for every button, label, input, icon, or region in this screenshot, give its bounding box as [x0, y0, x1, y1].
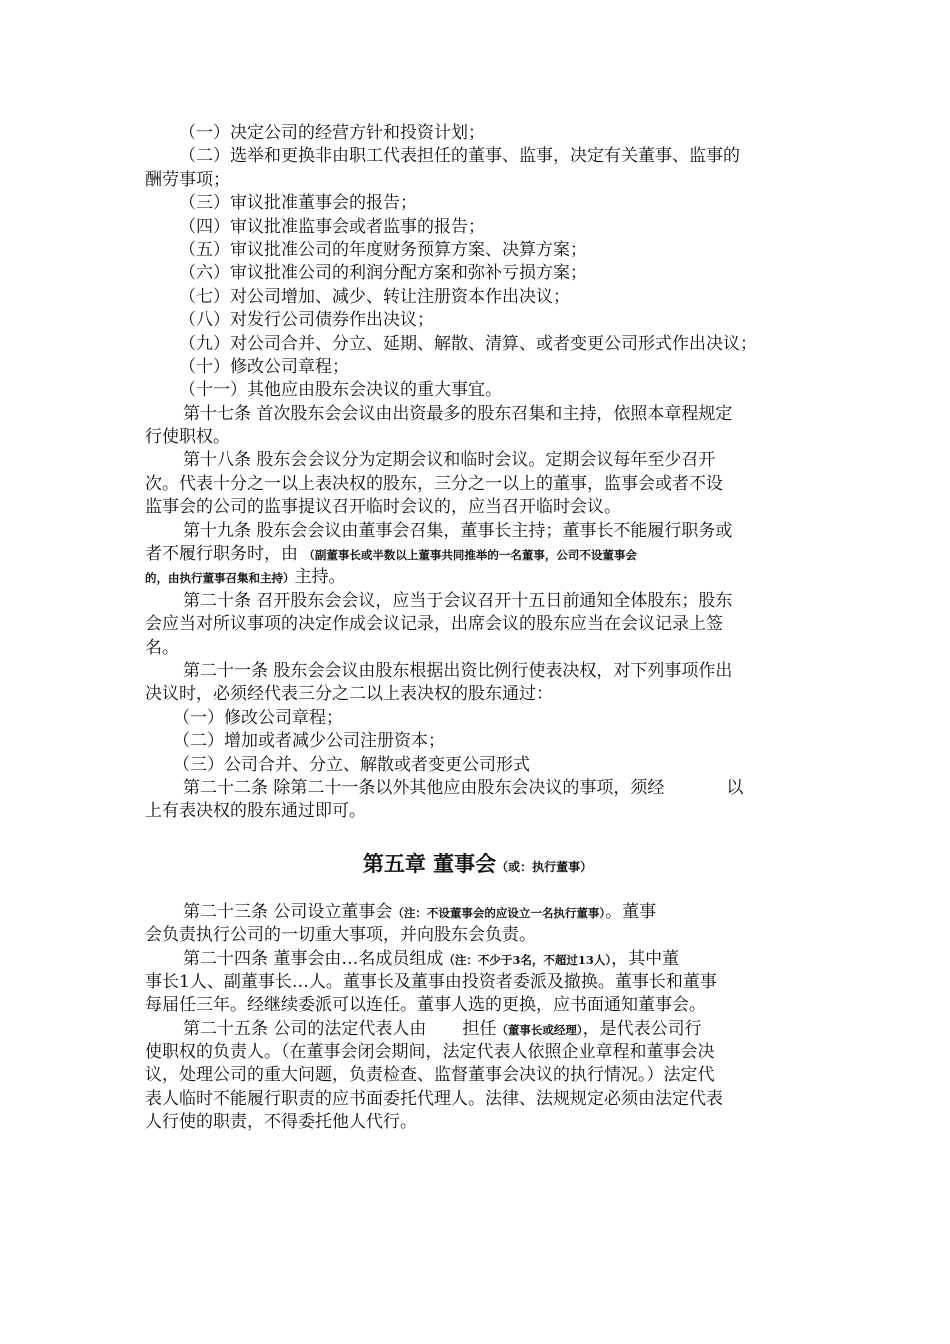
article-20-line: 会应当对所议事项的决定作成会议记录，出席会议的股东应当在会议记录上签 — [145, 614, 723, 635]
article-25-line: 人行使的职责，不得委托他人代行。 — [145, 1112, 417, 1133]
article-24-line: 事长1人、副董事长…人。董事长及董事由投资者委派及撤换。董事长和董事 — [145, 971, 717, 992]
article-17-line: 行使职权。 — [145, 427, 230, 448]
article-24-text: 第二十四条 董事会由…名成员组成 — [183, 948, 444, 969]
chapter-subtitle: （或：执行董事） — [496, 859, 593, 874]
article-22-line: 上有表决权的股东通过即可。 — [145, 801, 366, 822]
article-22-text: 第二十二条 除第二十一条以外其他应由股东会决议的事项，须经 — [183, 777, 665, 798]
item-line: （九）对公司合并、分立、延期、解散、清算、或者变更公司形式作出决议； — [179, 333, 757, 354]
article-24-text: ，其中董 — [611, 948, 680, 969]
article-25-line: 使职权的负责人。（在董事会闭会期间，法定代表人依照企业章程和董事会决 — [145, 1042, 715, 1063]
article-23-note: （注：不设董事会的应设立一名执行董事） — [392, 905, 606, 920]
article-20-line: 第二十条 召开股东会会议，应当于会议召开十五日前通知全体股东；股东 — [183, 590, 733, 611]
chapter-title: 第五章 董事会 — [362, 851, 497, 876]
article-23-text: 。董事 — [605, 901, 657, 922]
item-line: （十一）其他应由股东会决议的重大事宜。 — [179, 380, 502, 401]
article-19-end: 主持。 — [294, 567, 346, 588]
article-25-text: ，是代表公司行 — [582, 1018, 702, 1039]
article-17-line: 第十七条 首次股东会会议由出资最多的股东召集和主持，依照本章程规定 — [183, 403, 733, 424]
article-19-line — [145, 566, 810, 589]
article-19-line: 第十九条 股东会会议由董事会召集，董事长主持；董事长不能履行职务或 — [183, 520, 733, 541]
item-line: （四）审议批准监事会或者监事的报告； — [179, 216, 485, 237]
article-19-note: 的，由执行董事召集和主持） — [145, 571, 295, 586]
item-line: （十）修改公司章程； — [179, 356, 349, 377]
article-25-text: 第二十五条 公司的法定代表人由 — [183, 1018, 427, 1039]
item-line: （一）决定公司的经营方针和投资计划； — [179, 123, 485, 143]
item-line: （三）审议批准董事会的报告； — [179, 193, 417, 214]
article-23-text: 第二十三条 公司设立董事会 — [183, 901, 393, 922]
item-line: （二）选举和更换非由职工代表担任的董事、监事，决定有关董事、监事的 — [179, 146, 740, 167]
article-25-note: （董事长或经理） — [496, 1022, 583, 1037]
article-25-line — [145, 1018, 810, 1041]
item-line: （三）公司合并、分立、解散或者变更公司形式 — [173, 754, 530, 775]
document-page — [145, 122, 810, 1135]
article-21-line: 第二十一条 股东会会议由股东根据出资比例行使表决权，对下列事项作出 — [183, 660, 733, 681]
article-25-line: 表人临时不能履行职责的应书面委托代理人。法律、法规规定必须由法定代表 — [145, 1088, 723, 1109]
item-line: （六）审议批准公司的利润分配方案和弥补亏损方案； — [179, 263, 587, 284]
article-24-note: （注：不少于3名，不超过13人） — [443, 952, 612, 967]
item-line: 酬劳事项； — [145, 169, 230, 190]
item-line: （二）增加或者减少公司注册资本； — [173, 731, 445, 752]
article-19-line — [145, 543, 810, 566]
article-24-line: 每届任三年。经继续委派可以连任。董事人选的更换，应书面通知董事会。 — [145, 995, 706, 1016]
article-18-line: 监事会的公司的监事提议召开临时会议的，应当召开临时会议。 — [145, 497, 621, 518]
article-22-line — [145, 777, 810, 800]
article-25-line: 议，处理公司的重大问题，负责检查、监督董事会决议的执行情况。）法定代 — [145, 1065, 715, 1086]
item-line: （八）对发行公司债券作出决议； — [179, 310, 434, 331]
article-25-text: 担任 — [462, 1018, 497, 1039]
item-line: （七）对公司增加、减少、转让注册资本作出决议； — [179, 286, 570, 307]
article-23-line: 会负责执行公司的一切重大事项，并向股东会负责。 — [145, 925, 536, 946]
article-24-line — [145, 948, 810, 971]
chapter-heading — [145, 844, 810, 884]
article-18-line: 第十八条 股东会会议分为定期会议和临时会议。定期会议每年至少召开 — [183, 450, 716, 471]
item-line: （一）修改公司章程； — [173, 707, 343, 728]
article-21-line: 决议时，必须经代表三分之二以上表决权的股东通过： — [145, 684, 553, 705]
article-19-note: （副董事长或半数以上董事共同推举的一名董事，公司不设董事会 — [303, 548, 637, 563]
article-23-line — [145, 901, 810, 924]
article-20-line: 名。 — [145, 637, 179, 658]
article-19-text: 者不履行职务时，由 — [145, 544, 298, 565]
item-line: （五）审议批准公司的年度财务预算方案、决算方案； — [179, 239, 587, 260]
article-18-line: 次。代表十分之一以上表决权的股东，三分之一以上的董事，监事会或者不设 — [145, 473, 723, 494]
article-22-text: 以 — [726, 777, 744, 798]
